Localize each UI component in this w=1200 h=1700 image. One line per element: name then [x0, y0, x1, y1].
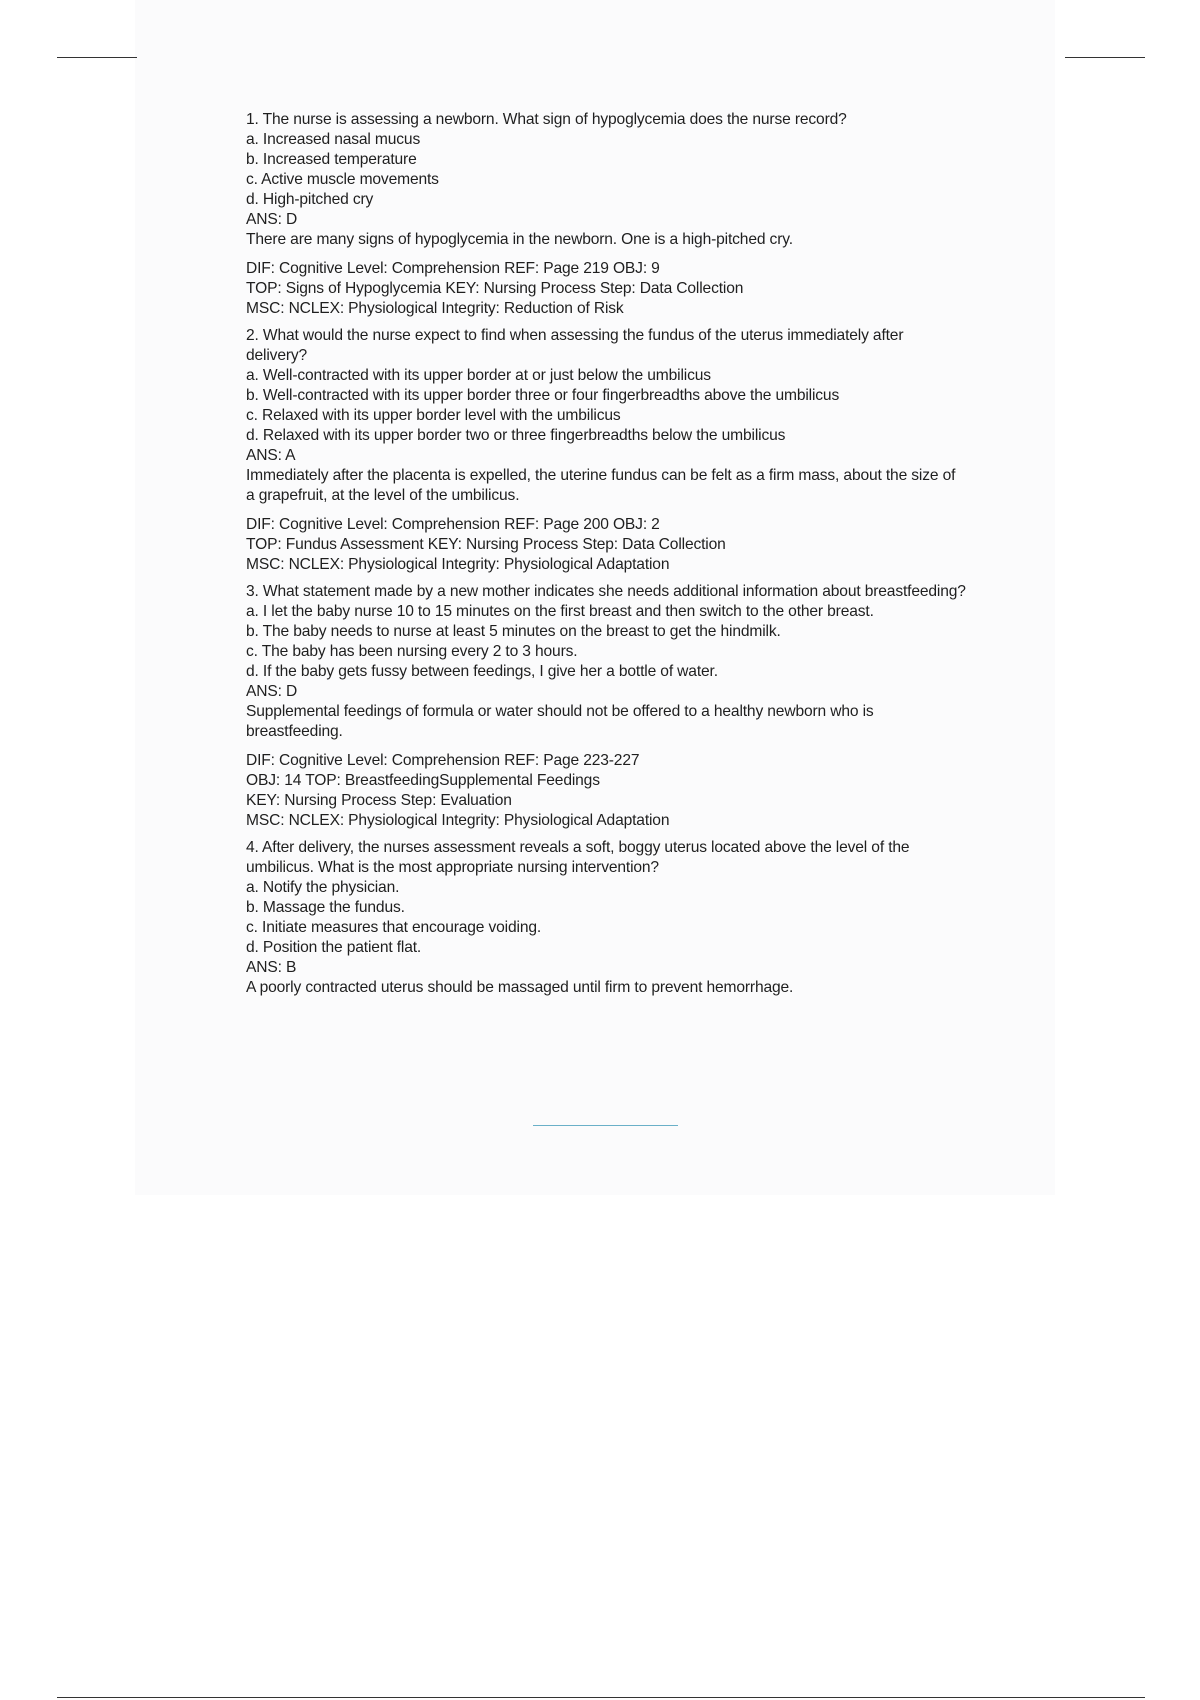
meta-line: MSC: NCLEX: Physiological Integrity: Physiological Adaptation	[246, 556, 670, 573]
question-1	[246, 110, 986, 319]
question-meta	[246, 259, 986, 319]
question-stem: 1. The nurse is assessing a newborn. What sign of hypoglycemia does the nurse record?	[246, 111, 847, 128]
option-c: c. Relaxed with its upper border level with the umbilicus	[246, 407, 621, 424]
option-c: c. The baby has been nursing every 2 to 3 hours.	[246, 643, 578, 660]
answer: ANS: D	[246, 211, 298, 228]
option-d: d. Position the patient flat.	[246, 939, 422, 956]
rationale: There are many signs of hypoglycemia in the newborn. One is a high-pitched cry.	[246, 231, 793, 248]
option-b: b. Well-contracted with its upper border three or four fingerbreadths above the umbilicus	[246, 387, 840, 404]
meta-line: KEY: Nursing Process Step: Evaluation	[246, 792, 512, 809]
rationale: Immediately after the placenta is expelled, the uterine fundus can be felt as a firm mass, about the size of a grapefruit, at the level of the umbilicus.	[246, 467, 956, 504]
option-c: c. Active muscle movements	[246, 171, 439, 188]
option-b: b. Increased temperature	[246, 151, 417, 168]
answer: ANS: A	[246, 447, 296, 464]
question-stem: 3. What statement made by a new mother indicates she needs additional information about breastfeeding?	[246, 583, 966, 600]
question-stem: 2. What would the nurse expect to find when assessing the fundus of the uterus immediately after delivery?	[246, 327, 904, 364]
option-d: d. High-pitched cry	[246, 191, 374, 208]
option-a: a. I let the baby nurse 10 to 15 minutes on the first breast and then switch to the other breast.	[246, 603, 874, 620]
question-4	[246, 838, 986, 998]
option-d: d. If the baby gets fussy between feedings, I give her a bottle of water.	[246, 663, 718, 680]
option-a: a. Notify the physician.	[246, 879, 400, 896]
meta-line: MSC: NCLEX: Physiological Integrity: Reduction of Risk	[246, 300, 624, 317]
meta-line: DIF: Cognitive Level: Comprehension REF: Page 200 OBJ: 2	[246, 516, 660, 533]
rationale: Supplemental feedings of formula or water should not be offered to a healthy newborn who is breastfeeding.	[246, 703, 874, 740]
question-2	[246, 326, 986, 575]
answer: ANS: D	[246, 683, 298, 700]
option-b: b. Massage the fundus.	[246, 899, 405, 916]
question-meta	[246, 751, 986, 831]
option-c: c. Initiate measures that encourage voiding.	[246, 919, 542, 936]
meta-line: DIF: Cognitive Level: Comprehension REF: Page 223-227	[246, 752, 640, 769]
question-stem: 4. After delivery, the nurses assessment reveals a soft, boggy uterus located above the level of the umbilicus. What is the most appropriate nursing intervention?	[246, 839, 910, 876]
answer: ANS: B	[246, 959, 297, 976]
option-a: a. Well-contracted with its upper border at or just below the umbilicus	[246, 367, 711, 384]
question-meta	[246, 515, 986, 575]
question-3	[246, 582, 986, 831]
option-d: d. Relaxed with its upper border two or three fingerbreadths below the umbilicus	[246, 427, 786, 444]
meta-line: MSC: NCLEX: Physiological Integrity: Physiological Adaptation	[246, 812, 670, 829]
header-rule-right	[1065, 57, 1145, 58]
footer-rule	[57, 1697, 1145, 1698]
option-b: b. The baby needs to nurse at least 5 minutes on the breast to get the hindmilk.	[246, 623, 781, 640]
rationale: A poorly contracted uterus should be massaged until firm to prevent hemorrhage.	[246, 979, 794, 996]
meta-line: TOP: Signs of Hypoglycemia KEY: Nursing Process Step: Data Collection	[246, 280, 744, 297]
footer-link-underline[interactable]	[533, 1125, 678, 1126]
option-a: a. Increased nasal mucus	[246, 131, 421, 148]
question-list	[246, 110, 986, 998]
header-rule-left	[57, 57, 137, 58]
meta-line: DIF: Cognitive Level: Comprehension REF: Page 219 OBJ: 9	[246, 260, 660, 277]
meta-line: TOP: Fundus Assessment KEY: Nursing Process Step: Data Collection	[246, 536, 726, 553]
meta-line: OBJ: 14 TOP: BreastfeedingSupplemental Feedings	[246, 772, 600, 789]
